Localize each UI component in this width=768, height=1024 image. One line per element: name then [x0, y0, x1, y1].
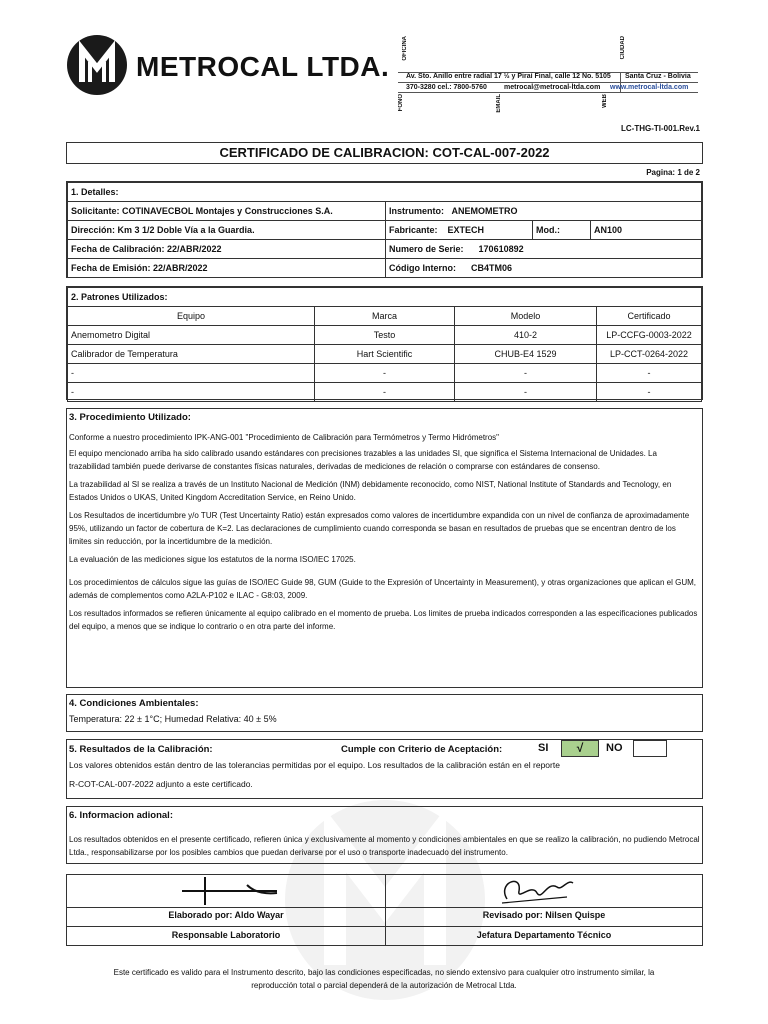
informacion-heading: 6. Informacion adional: [69, 810, 173, 821]
city: Santa Cruz - Bolivia [625, 73, 691, 80]
condiciones-heading: 4. Condiciones Ambientales: [69, 698, 199, 709]
patrones-section [66, 286, 703, 400]
cargo-responsable: Responsable Laboratorio [171, 930, 281, 940]
elaborado-por: Elaborado por: Aldo Wayar [168, 910, 284, 920]
phone: 370-3280 cel.: 7800-5760 [406, 84, 487, 91]
serie-value: 170610892 [478, 244, 524, 254]
no-label: NO [606, 742, 623, 754]
codigo-label: Código Interno: [389, 263, 456, 273]
serie-label: Numero de Serie: [389, 244, 464, 254]
page-number: Pagina: 1 de 2 [646, 168, 700, 177]
col-marca: Marca [315, 307, 455, 326]
footer-line1: Este certificado es valido para el Instrumento descrito, bajo las condiciones especificadas, no siendo extensivo para cualquier otro instrumento similar, la [113, 968, 655, 977]
contact-block [398, 36, 698, 126]
brand-name: METROCAL LTDA. [136, 51, 390, 82]
table-row: Calibrador de Temperatura Hart Scientific CHUB-E4 1529 LP-CCT-0264-2022 [68, 345, 702, 364]
footer-line2: reproducción total o parcial dependerá de la autorización de Metrocal Ltda. [251, 981, 517, 990]
no-check-box [633, 740, 667, 757]
logo-icon [66, 34, 128, 96]
footer-note [50, 966, 718, 992]
col-certificado: Certificado [597, 307, 702, 326]
condiciones-section [66, 694, 703, 732]
email: metrocal@metrocal-ltda.com [504, 84, 601, 91]
si-label: SI [538, 742, 549, 754]
instrumento-label: Instrumento: [389, 206, 444, 216]
table-row: - - - - [68, 364, 702, 383]
solicitante: Solicitante: COTINAVECBOL Montajes y Construcciones S.A. [68, 202, 386, 221]
criterio-label: Cumple con Criterio de Aceptación: [341, 744, 503, 755]
cargo-jefatura: Jefatura Departamento Técnico [476, 930, 612, 940]
informacion-section [66, 806, 703, 864]
si-check-box: √ [561, 740, 599, 757]
procedimiento-heading: 3. Procedimiento Utilizado: [69, 412, 191, 423]
proc-p4: Los Resultados de incertidumbre y/o TUR (Test Uncertainty Ratio) están expresados como valores de incertidumbre expandida con un nivel de confianza de aproximadamente 95%, utilizando un factor de cobertura de K=2. Las declaraciones de cumplimiento cuando corresponda se basan en resultados de pruebas que se encentran dentro de los limites sin reducción, por la incertidumbre de la medición. [69, 511, 690, 546]
fecha-calibracion: Fecha de Calibración: 22/ABR/2022 [68, 240, 386, 259]
proc-p3: La trazabilidad al SI se realiza a través de un Instituto Nacional de Medición (INM) debidamente reconocido, como NIST, National Institute of Standards and Tecnology, en Estados Unidos o UKAS, United Kingdom Accreditation Service, en Reino Unido. [69, 480, 672, 502]
patrones-heading: 2. Patrones Utilizados: [68, 288, 702, 307]
label-fono: FONO [398, 94, 404, 112]
signature-block [66, 874, 703, 946]
revisado-por: Revisado por: Nilsen Quispe [482, 910, 606, 920]
certificate-title: CERTIFICADO DE CALIBRACION: COT-CAL-007-2022 [66, 142, 703, 164]
condiciones-text: Temperatura: 22 ± 1°C; Humedad Relativa: 40 ± 5% [69, 714, 277, 724]
resultados-section [66, 739, 703, 799]
resultados-text2: R-COT-CAL-007-2022 adjunto a este certificado. [69, 779, 253, 789]
fecha-emision: Fecha de Emisión: 22/ABR/2022 [68, 259, 386, 278]
resultados-text1: Los valores obtenidos están dentro de las tolerancias permitidas por el equipo. Los resultados de la calibración están en el reporte [69, 760, 560, 770]
col-modelo: Modelo [455, 307, 597, 326]
instrumento-value: ANEMOMETRO [451, 206, 518, 216]
fabricante-value: EXTECH [447, 225, 485, 235]
label-email: EMAIL [496, 94, 502, 113]
proc-p5: La evaluación de las mediciones sigue los estatutos de la norma ISO/IEC 17025. [69, 555, 356, 564]
mod-label: Mod.: [533, 221, 591, 240]
signature-aldo [177, 871, 287, 907]
company-logo [66, 34, 128, 96]
table-row: - - - - [68, 383, 702, 402]
table-row: Anemometro Digital Testo 410-2 LP-CCFG-0003-2022 [68, 326, 702, 345]
details-section [66, 181, 703, 278]
label-web: WEB [602, 94, 608, 108]
web: www.metrocal-ltda.com [610, 84, 689, 91]
proc-p7: Los resultados informados se refieren únicamente al equipo calibrado en el momento de prueba. Los limites de prueba indicados corresponden a las especificaciones publicados del equipo, a menos que se indique lo contrario o en otra parte del informe. [69, 609, 698, 631]
doc-code: LC-THG-TI-001.Rev.1 [621, 124, 700, 133]
proc-p6: Los procedimientos de cálculos sigue las guías de ISO/IEC Guide 98, GUM (Guide to the Expresión of Uncertainty in Measurement), y otras organizaciones que aplican el GUM, además de complementos como A2LA-P102 e ILAC - G8:03, 2009. [69, 578, 696, 600]
codigo-value: CB4TM06 [471, 263, 513, 273]
direccion: Dirección: Km 3 1/2 Doble Vía a la Guardia. [68, 221, 386, 240]
informacion-text: Los resultados obtenidos en el presente certificado, refieren única y exclusivamente al momento y condiciones ambientales en que se realizo la calibración, no pudiendo Metrocal Ltda., responsabilizarse por los posibles cambios que puedan derivarse por el uso o transporte inadecuado del instrumento. [69, 835, 700, 857]
fabricante-label: Fabricante: [389, 225, 438, 235]
details-heading: 1. Detalles: [68, 183, 702, 202]
procedimiento-section [66, 408, 703, 688]
col-equipo: Equipo [68, 307, 315, 326]
mod-value: AN100 [591, 221, 702, 240]
label-ciudad: CIUDAD [620, 36, 626, 60]
proc-p2: El equipo mencionado arriba ha sido calibrado usando estándares con precisiones trazables a las unidades SI, que significa el Sistema Internacional de Unidades. La trazabilidad también puede derivarse de constantes físicas naturales, derivadas de mediciones de relación o comprarse con estándares de consenso. [69, 449, 657, 471]
signature-nilsen [497, 873, 577, 907]
address: Av. Sto. Anillo entre radial 17 ½ y Piraí Final, calle 12 No. 5105 [406, 73, 611, 80]
label-oficina: OFICINA [402, 36, 408, 61]
proc-p1: Conforme a nuestro procedimiento IPK-ANG-001 "Procedimiento de Calibración para Termómetros y Termo Hidrómetros" [69, 433, 500, 442]
resultados-heading: 5. Resultados de la Calibración: [69, 744, 213, 755]
